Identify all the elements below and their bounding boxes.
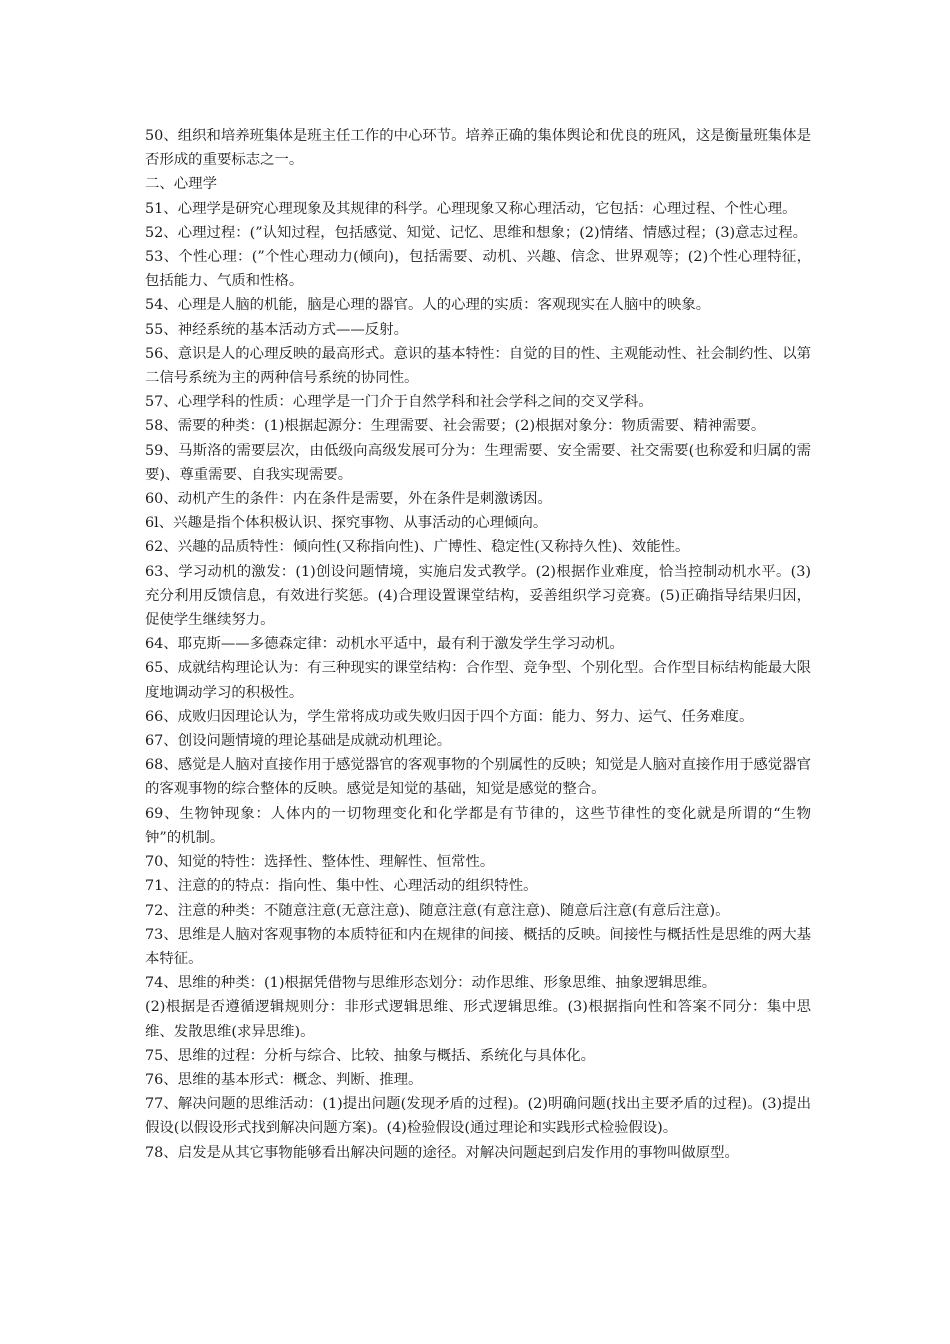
paragraph: 54、心理是人脑的机能，脑是心理的器官。人的心理的实质：客观现实在人脑中的映象。	[145, 297, 711, 314]
paragraph: 71、注意的的特点：指向性、集中性、心理活动的组织特性。	[145, 878, 538, 895]
paragraph: 59、马斯洛的需要层次，由低级向高级发展可分为：生理需要、安全需要、社交需要(也称爱和归属的需要)、尊重需要、自我实现需要。	[145, 442, 811, 483]
paragraph: 62、兴趣的品质特性：倾向性(又称指向性)、广博性、稳定性(又称持久性)、效能性。	[145, 539, 690, 556]
paragraph: 72、注意的种类：不随意注意(无意注意)、随意注意(有意注意)、随意后注意(有意后注意)。	[145, 902, 730, 919]
paragraph: 64、耶克斯——多德森定律：动机水平适中，最有利于激发学生学习动机。	[145, 636, 624, 653]
section-heading: 二、心理学	[145, 176, 217, 193]
paragraph: 66、成败归因理论认为，学生常将成功或失败归因于四个方面：能力、努力、运气、任务难度。	[145, 708, 754, 725]
paragraph: 75、思维的过程：分析与综合、比较、抽象与概括、系统化与具体化。	[145, 1047, 596, 1064]
paragraph: 60、动机产生的条件：内在条件是需要，外在条件是刺激诱因。	[145, 491, 552, 508]
paragraph: (2)根据是否遵循逻辑规则分：非形式逻辑思维、形式逻辑思维。(3)根据指向性和答案不同分：集中思维、发散思维(求异思维)。	[145, 999, 811, 1040]
paragraph: 77、解决问题的思维活动：(1)提出问题(发现矛盾的过程)。(2)明确问题(找出主要矛盾的过程)。(3)提出假设(以假设形式找到解决问题方案)。(4)检验假设(通过理论和实践形式检验假设)。	[145, 1096, 811, 1137]
paragraph: 68、感觉是人脑对直接作用于感觉器官的客观事物的个别属性的反映；知觉是人脑对直接作用于感觉器官的客观事物的综合整体的反映。感觉是知觉的基础，知觉是感觉的整合。	[145, 757, 811, 798]
paragraph: 58、需要的种类：(1)根据起源分：生理需要、社会需要；(2)根据对象分：物质需要、精神需要。	[145, 418, 766, 435]
paragraph: 50、组织和培养班集体是班主任工作的中心环节。培养正确的集体舆论和优良的班风，这是衡量班集体是否形成的重要标志之一。	[145, 128, 811, 169]
paragraph: 73、思维是人脑对客观事物的本质特征和内在规律的间接、概括的反映。间接性与概括性是思维的两大基本特征。	[145, 926, 811, 967]
paragraph: 56、意识是人的心理反映的最高形式。意识的基本特性：自觉的目的性、主观能动性、社会制约性、以第二信号系统为主的两种信号系统的协同性。	[145, 345, 811, 387]
paragraph: 69、生物钟现象：人体内的一切物理变化和化学都是有节律的，这些节律性的变化就是所谓的“生物钟”的机制。	[145, 805, 811, 846]
paragraph: 78、启发是从其它事物能够看出解决问题的途径。对解决问题起到启发作用的事物叫做原型。	[145, 1144, 739, 1161]
paragraph: 67、创设问题情境的理论基础是成就动机理论。	[145, 733, 452, 750]
paragraph: 55、神经系统的基本活动方式——反射。	[145, 321, 408, 338]
paragraph: 76、思维的基本形式：概念、判断、推理。	[145, 1071, 423, 1088]
paragraph: 57、心理学科的性质：心理学是一门介于自然学科和社会学科之间的交叉学科。	[145, 394, 653, 411]
paragraph: 74、思维的种类：(1)根据凭借物与思维形态划分：动作思维、形象思维、抽象逻辑思维。	[145, 975, 717, 992]
paragraph: 63、学习动机的激发：(1)创设问题情境，实施启发式教学。(2)根据作业难度，恰当控制动机水平。(3)充分利用反馈信息，有效进行奖惩。(4)合理设置课堂结构，妥善组织学习竞赛。(5)正确指导结果归因，促使学生继续努力。	[145, 563, 811, 629]
paragraph: 53、个性心理：(”个性心理动力(倾向)，包括需要、动机、兴趣、信念、世界观等；(2)个性心理特征，包括能力、气质和性格。	[145, 249, 811, 290]
document-page	[145, 124, 811, 1165]
paragraph: 65、成就结构理论认为：有三种现实的课堂结构：合作型、竞争型、个别化型。合作型目标结构能最大限度地调动学习的积极性。	[145, 660, 811, 701]
paragraph: 51、心理学是研究心理现象及其规律的科学。心理现象又称心理活动，它包括：心理过程、个性心理。	[145, 200, 797, 217]
paragraph: 6l、兴趣是指个体积极认识、探究事物、从事活动的心理倾向。	[145, 515, 548, 532]
paragraph: 52、心理过程：(”认知过程，包括感觉、知觉、记忆、思维和想象；(2)情绪、情感过程；(3)意志过程。	[145, 224, 808, 241]
paragraph: 70、知觉的特性：选择性、整体性、理解性、恒常性。	[145, 854, 495, 871]
